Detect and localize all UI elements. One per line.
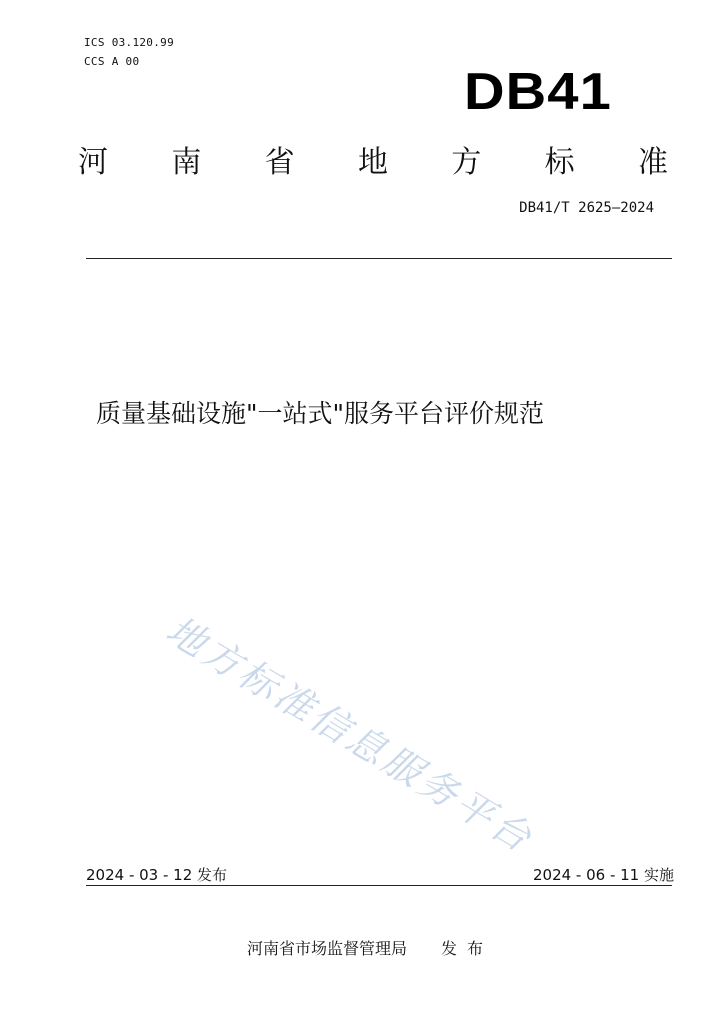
publisher-suffix: 发布	[441, 939, 494, 958]
publisher-name: 河南省市场监督管理局	[247, 939, 408, 958]
bottom-divider	[86, 885, 672, 886]
document-title: 质量基础设施"一站式"服务平台评价规范	[96, 399, 544, 428]
watermark: 地方标准信息服务平台	[158, 607, 542, 862]
title-char: 省	[264, 145, 295, 180]
title-char: 地	[357, 145, 388, 180]
title-char: 准	[637, 145, 668, 180]
issue-date: 2024 - 03 - 12 发布	[86, 866, 228, 884]
title-char: 南	[171, 145, 202, 180]
db41-logo: DB41	[464, 63, 612, 121]
province-standard-title	[78, 137, 668, 181]
top-divider	[86, 258, 672, 259]
ics-code: ICS 03.120.99	[84, 36, 174, 49]
publisher-line	[247, 936, 493, 959]
title-char: 标	[544, 145, 575, 180]
implementation-date: 2024 - 06 - 11 实施	[532, 866, 674, 884]
title-char: 河	[78, 145, 108, 180]
standard-number: DB41/T 2625—2024	[519, 200, 654, 216]
title-char: 方	[451, 145, 482, 180]
ccs-code: CCS A 00	[84, 55, 140, 68]
